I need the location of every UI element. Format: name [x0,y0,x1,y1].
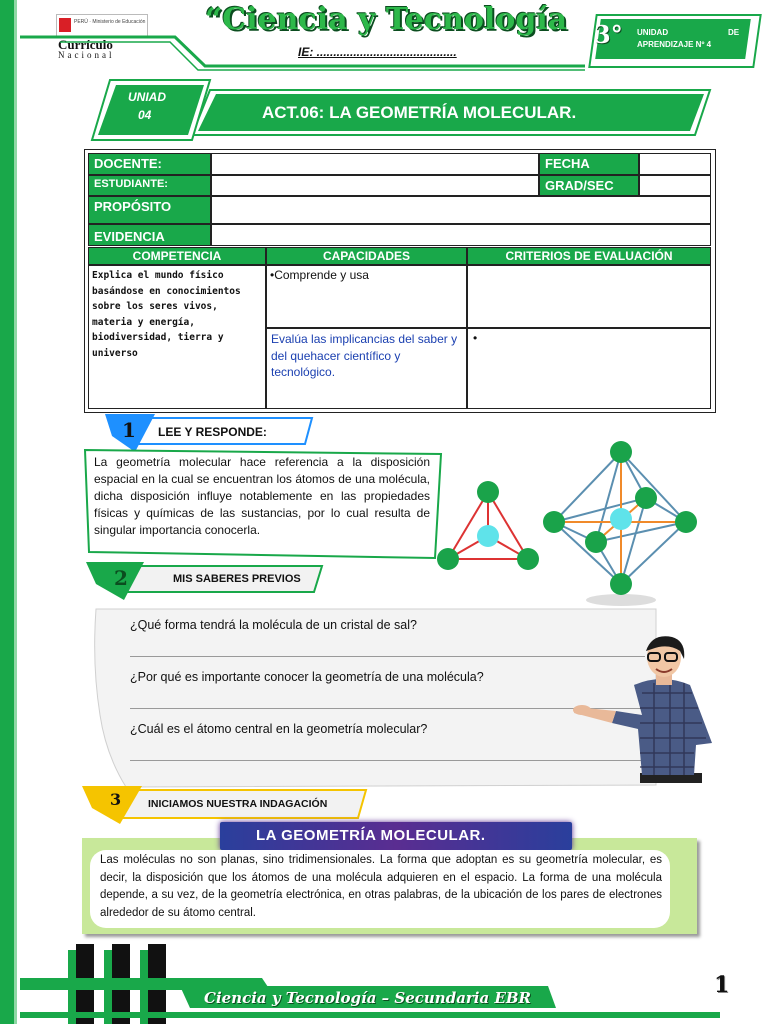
page-number: 1 [714,972,730,998]
section1-number: 1 [122,418,136,442]
unit-line2: APRENDIZAJE Nº 4 [637,40,712,49]
activity-title: ACT.06: LA GEOMETRÍA MOLECULAR. [262,103,577,122]
proposito-label: PROPÓSITO [88,196,211,224]
fecha-label: FECHA [539,153,639,175]
unit-line1: UNIDAD [637,28,669,37]
section1-text: La geometría molecular hace referencia a la disposición espacial en la cual se encuentran los átomos de una molécula, dicha disposición influye notablemente en las propiedades físicas y químicas de las sustancias, por lo cual resulta de singular importancia conocerla. [94,455,430,537]
evidencia-label: EVIDENCIA [88,224,211,246]
octahedral-molecule [536,430,706,630]
footer-text: Ciencia y Tecnología – Secundaria EBR [204,989,532,1007]
nacional-label: Nacional [58,50,115,60]
unit-badge-line1: UNIAD [128,90,166,104]
capacidades-header: CAPACIDADES [266,247,467,265]
question-2: ¿Por qué es importante conocer la geometría de una molécula? [130,670,484,684]
grade-label: 3° [594,20,623,49]
fecha-field[interactable] [639,153,711,175]
estudiante-field[interactable] [211,175,539,196]
footer-bars [0,940,768,1024]
section2-number: 2 [114,566,128,590]
section3-title: INICIAMOS NUESTRA INDAGACIÓN [148,798,328,810]
unit-badge-line2: 04 [138,108,152,122]
answer-line-3[interactable] [130,760,645,761]
info-banner-title: LA GEOMETRÍA MOLECULAR. [256,827,486,844]
criterios-header: CRITERIOS DE EVALUACIÓN [467,247,711,265]
section1-title: LEE Y RESPONDE: [158,425,267,439]
capacidad-2: Evalúa las implicancias del saber y del quehacer científico y tecnológico. [271,332,458,379]
gradsec-label: GRAD/SEC [539,175,639,196]
question-3: ¿Cuál es el átomo central en la geometría molecular? [130,722,428,736]
left-side-stripe [0,0,14,1024]
ie-label: IE: .......................................... [298,45,457,59]
competencia-text: Explica el mundo físico basándose en conocimientos sobre los seres vivos, materia y energía, biodiversidad, tierra y universo [92,270,241,359]
info-text: Las moléculas no son planas, sino tridimensionales. La forma que adoptan es su geometría molecular, es decir, la disposición que los átomos de una molécula adquieren en el espacio. La forma de una molécula depende, a su vez, de la geometría electrónica, en otras palabras, de la ubicación de los pares de electrones alrededor de su átomo central. [100,854,662,919]
estudiante-label: ESTUDIANTE: [88,175,211,196]
docente-field[interactable] [211,153,539,175]
section2-title: MIS SABERES PREVIOS [173,573,301,585]
section3-number: 3 [110,790,122,809]
gradsec-field[interactable] [639,175,711,196]
curriculo-label: Currículo [58,37,113,52]
capacidad-1: •Comprende y usa [270,268,369,282]
competencia-header: COMPETENCIA [88,247,266,265]
proposito-field[interactable] [211,196,711,224]
answer-line-2[interactable] [130,708,645,709]
unit-line1b: DE [728,28,740,37]
header-title: “Ciencia y Tecnología [205,2,568,37]
criterio-2: • [473,331,478,345]
teacher-illustration [572,633,724,783]
criterio-cell-1[interactable] [467,265,711,328]
tetrahedral-molecule [432,476,547,576]
evidencia-field[interactable] [211,224,711,246]
criterio-cell-2[interactable] [467,328,711,409]
answer-line-1[interactable] [130,656,645,657]
ministry-logo-text: PERÚ · Ministerio de Educación [74,19,146,25]
left-side-stripe-inner [14,0,17,1024]
question-1: ¿Qué forma tendrá la molécula de un cristal de sal? [130,618,417,632]
docente-label: DOCENTE: [88,153,211,175]
